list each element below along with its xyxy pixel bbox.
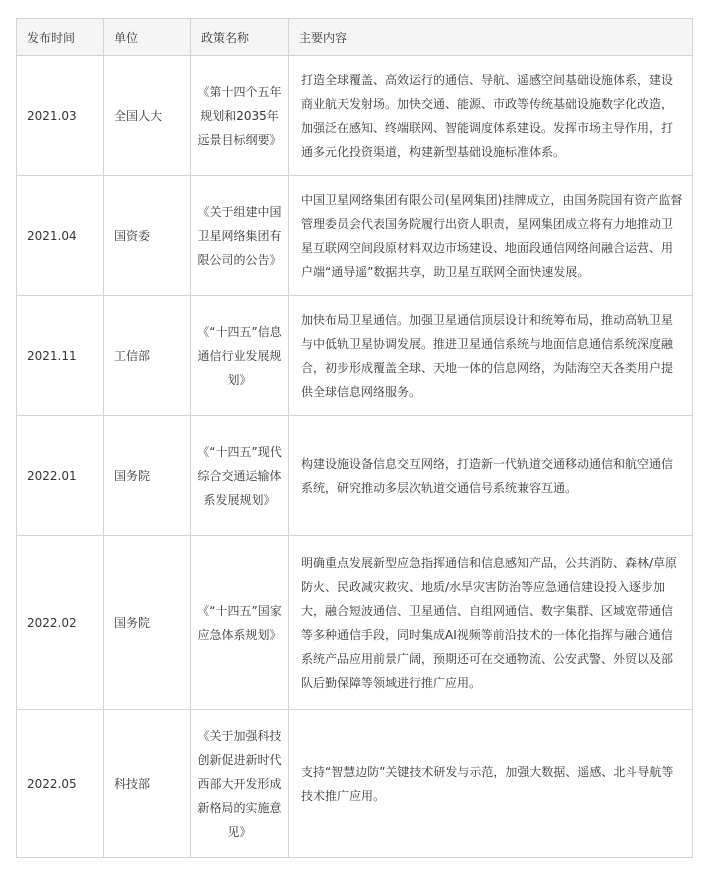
policy-table (16, 18, 693, 858)
cell-content: 打造全球覆盖、高效运行的通信、导航、遥感空间基础设施体系，建设商业航天发射场。加快交通、能源、市政等传统基础设施数字化改造，加强泛在感知、终端联网、智能调度体系建设。发挥市场主导作用，打通多元化投资渠道，构建新型基础设施标准体系。 (289, 56, 693, 176)
table-row (17, 536, 693, 710)
table-header-row (17, 19, 693, 56)
cell-content: 加快布局卫星通信。加强卫星通信顶层设计和统筹布局，推动高轨卫星与中低轨卫星协调发展。推进卫星通信系统与地面信息通信系统深度融合，初步形成覆盖全球、天地一体的信息网络，为陆海空天各类用户提供全球信息网络服务。 (289, 296, 693, 416)
cell-org: 全国人大 (104, 56, 191, 176)
cell-content: 中国卫星网络集团有限公司(星网集团)挂牌成立，由国务院国有资产监督管理委员会代表国务院履行出资人职责，星网集团成立将有力地推动卫星互联网空间段原材料双边市场建设、地面段通信网络间融合运营、用户端“通导遥”数据共享，助卫星互联网全面快速发展。 (289, 176, 693, 296)
table-row (17, 176, 693, 296)
header-content: 主要内容 (289, 19, 693, 56)
cell-content: 支持“智慧边防”关键技术研发与示范，加强大数据、遥感、北斗导航等技术推广应用。 (289, 710, 693, 858)
table-row (17, 416, 693, 536)
cell-org: 工信部 (104, 296, 191, 416)
cell-org: 国务院 (104, 416, 191, 536)
table-row (17, 56, 693, 176)
cell-org: 国务院 (104, 536, 191, 710)
cell-policy: 《关于加强科技创新促进新时代西部大开发形成新格局的实施意见》 (191, 710, 289, 858)
cell-policy: 《“十四五”现代综合交通运输体系发展规划》 (191, 416, 289, 536)
cell-content: 构建设施设备信息交互网络，打造新一代轨道交通移动通信和航空通信系统，研究推动多层次轨道交通信号系统兼容互通。 (289, 416, 693, 536)
header-org: 单位 (104, 19, 191, 56)
header-date: 发布时间 (17, 19, 104, 56)
cell-policy: 《关于组建中国卫星网络集团有限公司的公告》 (191, 176, 289, 296)
cell-date: 2021.03 (17, 56, 104, 176)
cell-date: 2021.11 (17, 296, 104, 416)
cell-policy: 《“十四五”国家应急体系规划》 (191, 536, 289, 710)
cell-date: 2021.04 (17, 176, 104, 296)
header-policy: 政策名称 (191, 19, 289, 56)
table-row (17, 710, 693, 858)
cell-date: 2022.02 (17, 536, 104, 710)
cell-date: 2022.01 (17, 416, 104, 536)
cell-date: 2022.05 (17, 710, 104, 858)
cell-org: 科技部 (104, 710, 191, 858)
cell-org: 国资委 (104, 176, 191, 296)
cell-policy: 《“十四五”信息通信行业发展规划》 (191, 296, 289, 416)
cell-policy: 《第十四个五年规划和2035年远景目标纲要》 (191, 56, 289, 176)
table-row (17, 296, 693, 416)
cell-content: 明确重点发展新型应急指挥通信和信息感知产品，公共消防、森林/草原防火、民政减灾救灾、地质/水旱灾害防治等应急通信建设投入逐步加大，融合短波通信、卫星通信、自组网通信、数字集群、区域宽带通信等多种通信手段，同时集成AI视频等前沿技术的一体化指挥与融合通信系统产品应用前景广阔，预期还可在交通物流、公安武警、外贸以及部队后勤保障等领域进行推广应用。 (289, 536, 693, 710)
